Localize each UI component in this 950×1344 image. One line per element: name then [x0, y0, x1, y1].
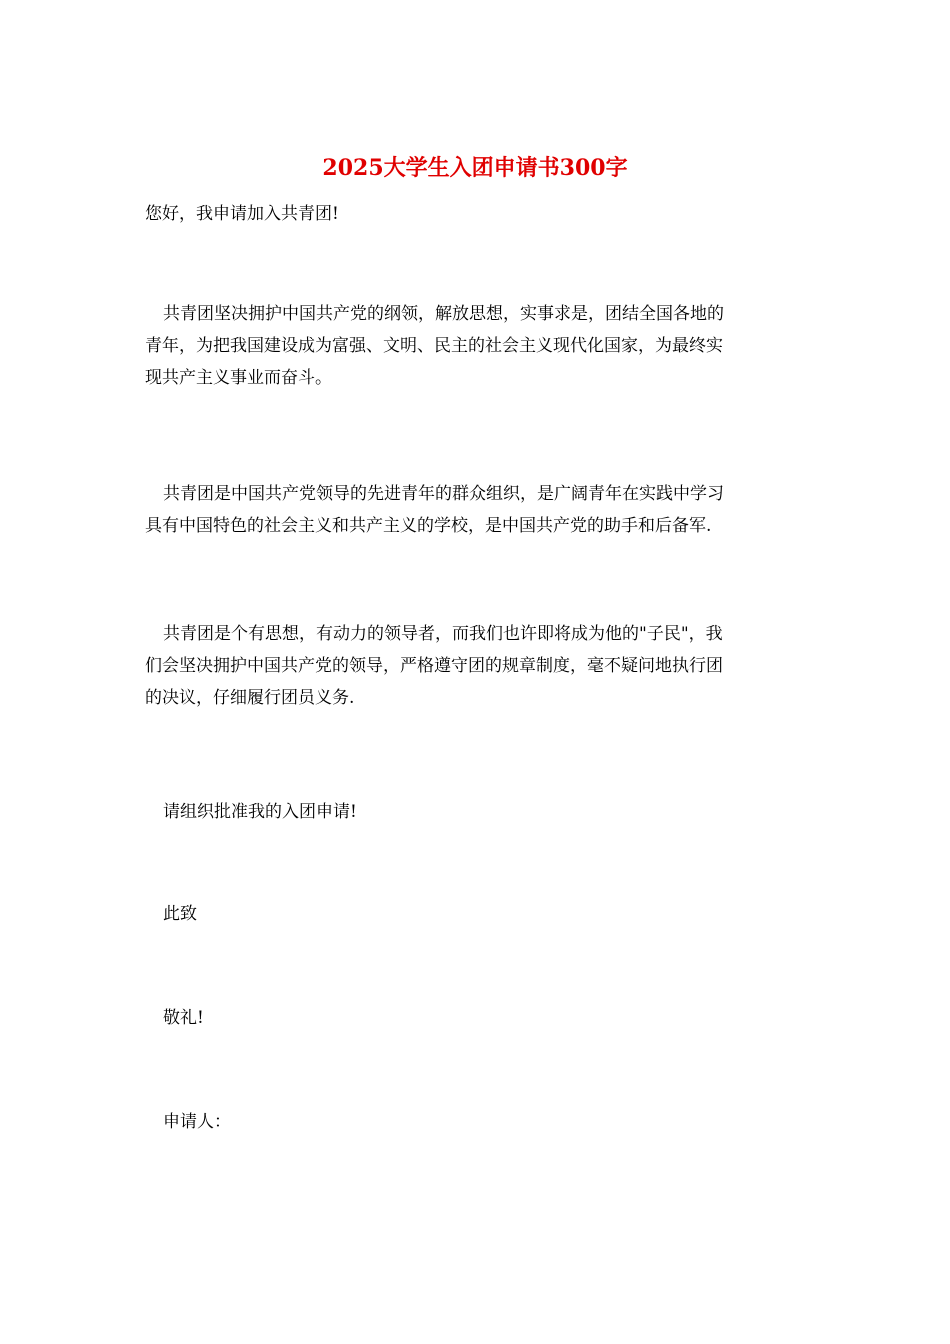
document-title: 2025大学生入团申请书300字 — [322, 155, 628, 181]
paragraph-2-line-2: 具有中国特色的社会主义和共产主义的学校，是中国共产党的助手和后备军. — [145, 516, 712, 536]
paragraph-1-line-1: 共青团坚决拥护中国共产党的纲领，解放思想，实事求是，团结全国各地的 — [163, 304, 724, 324]
paragraph-1-line-2: 青年，为把我国建设成为富强、文明、民主的社会主义现代化国家，为最终实 — [145, 336, 723, 356]
paragraph-3-line-2: 们会坚决拥护中国共产党的领导，严格遵守团的规章制度，毫不疑问地执行团 — [145, 656, 723, 676]
paragraph-2-line-1: 共青团是中国共产党领导的先进青年的群众组织，是广阔青年在实践中学习 — [163, 484, 724, 504]
paragraph-3-line-3: 的决议，仔细履行团员义务. — [145, 688, 355, 708]
closing-line-1: 此致 — [163, 904, 197, 924]
greeting-line: 您好，我申请加入共青团! — [145, 204, 339, 224]
paragraph-1 — [145, 298, 797, 394]
paragraph-3 — [145, 618, 797, 714]
signature-line: 申请人： — [163, 1112, 231, 1132]
paragraph-1-line-3: 现共产主义事业而奋斗。 — [145, 368, 332, 388]
closing-line-2: 敬礼! — [163, 1008, 204, 1028]
paragraph-3-line-1: 共青团是个有思想，有动力的领导者，而我们也许即将成为他的"子民"，我 — [163, 624, 723, 644]
paragraph-2 — [145, 478, 797, 542]
request-line: 请组织批准我的入团申请! — [163, 802, 357, 822]
